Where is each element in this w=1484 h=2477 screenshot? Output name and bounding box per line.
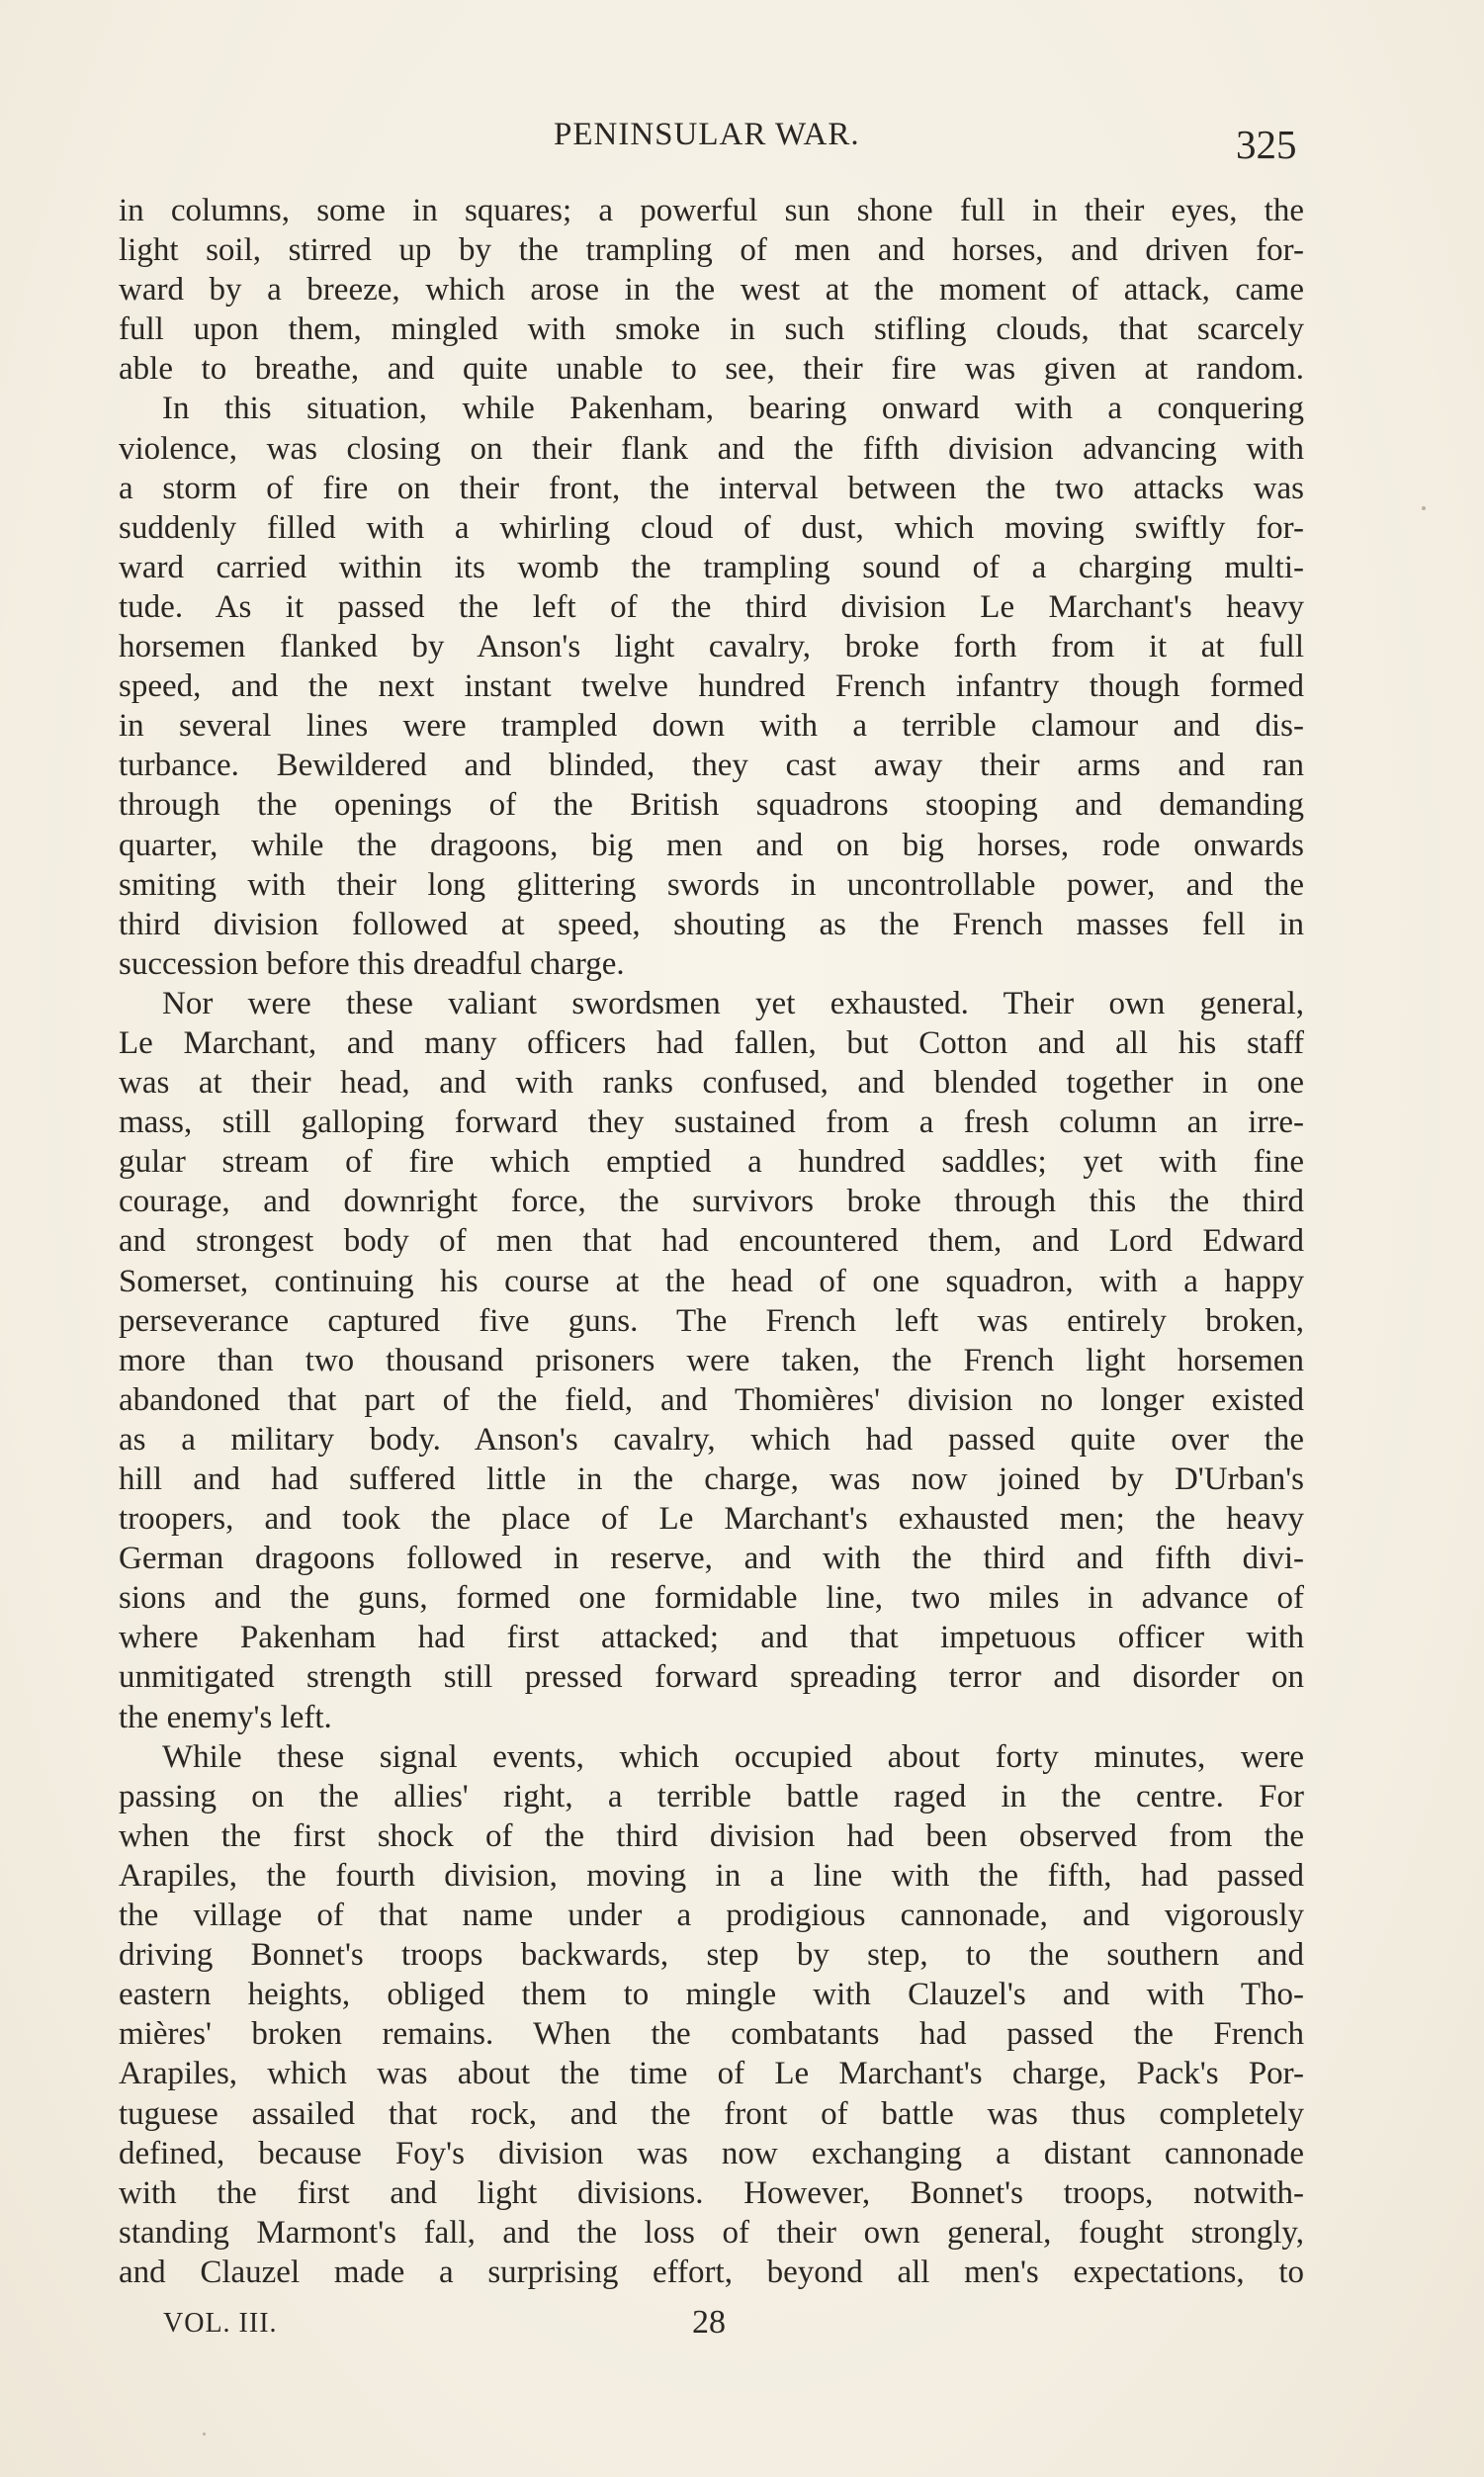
text-line: Le Marchant, and many officers had fallen, but Cotton and all his staff <box>119 1024 1304 1061</box>
text-line: tuguese assailed that rock, and the front of battle was thus completely <box>119 2095 1304 2132</box>
text-line: sions and the guns, formed one formidable line, two miles in advance of <box>119 1580 1304 1617</box>
text-line: speed, and the next instant twelve hundred French infantry though formed <box>119 668 1304 705</box>
text-line: was at their head, and with ranks confused, and blended together in one <box>119 1065 1304 1102</box>
text-line: suddenly filled with a whirling cloud of dust, which moving swiftly for- <box>119 509 1304 546</box>
running-title: PENINSULAR WAR. <box>554 117 860 152</box>
text-line: hill and had suffered little in the charge, was now joined by D'Urban's <box>119 1461 1304 1497</box>
text-line: Arapiles, which was about the time of Le Marchant's charge, Pack's Por- <box>119 2056 1304 2092</box>
text-line: Somerset, continuing his course at the head of one squadron, with a happy <box>119 1263 1304 1299</box>
paragraph-start-line: In this situation, while Pakenham, bearing onward with a conquering <box>162 391 1304 427</box>
text-line: mières' broken remains. When the combatants had passed the French <box>119 2016 1304 2053</box>
paragraph-start-line: Nor were these valiant swordsmen yet exhausted. Their own general, <box>162 985 1304 1021</box>
text-line: troopers, and took the place of Le Marchant's exhausted men; the heavy <box>119 1501 1304 1538</box>
text-line: ward carried within its womb the trampling sound of a charging multi- <box>119 549 1304 585</box>
text-line: the village of that name under a prodigious cannonade, and vigorously <box>119 1898 1304 1934</box>
text-line: smiting with their long glittering swords in uncontrollable power, and the <box>119 866 1304 903</box>
signature-mark: 28 <box>692 2304 726 2341</box>
text-line: quarter, while the dragoons, big men and on big horses, rode onwards <box>119 827 1304 863</box>
text-line: as a military body. Anson's cavalry, which had passed quite over the <box>119 1421 1304 1458</box>
text-line: ward by a breeze, which arose in the west at the moment of attack, came <box>119 272 1304 309</box>
text-line: able to breathe, and quite unable to see, their fire was given at random. <box>119 351 1304 388</box>
text-line: when the first shock of the third division had been observed from the <box>119 1817 1304 1854</box>
text-line: and Clauzel made a surprising effort, beyond all men's expectations, to <box>119 2254 1304 2290</box>
text-line: a storm of fire on their front, the interval between the two attacks was <box>119 470 1304 506</box>
text-line: abandoned that part of the field, and Thomières' division no longer existed <box>119 1381 1304 1418</box>
text-line: defined, because Foy's division was now exchanging a distant cannonade <box>119 2135 1304 2171</box>
text-line: in columns, some in squares; a powerful sun shone full in their eyes, the <box>119 193 1304 228</box>
text-line: tude. As it passed the left of the third division Le Marchant's heavy <box>119 588 1304 625</box>
text-line: third division followed at speed, shouting as the French masses fell in <box>119 906 1304 942</box>
text-line: mass, still galloping forward they sustained from a fresh column an irre- <box>119 1105 1304 1141</box>
text-line: courage, and downright force, the survivors broke through this the third <box>119 1184 1304 1220</box>
text-line: in several lines were trampled down with a terrible clamour and dis- <box>119 708 1304 745</box>
text-line: where Pakenham had first attacked; and that impetuous officer with <box>119 1620 1304 1656</box>
text-line: passing on the allies' right, a terrible battle raged in the centre. For <box>119 1778 1304 1814</box>
paragraph-start-line: While these signal events, which occupied about forty minutes, were <box>162 1738 1304 1775</box>
text-line: through the openings of the British squadrons stooping and demanding <box>119 787 1304 824</box>
text-line: gular stream of fire which emptied a hundred saddles; yet with fine <box>119 1144 1304 1181</box>
text-line: unmitigated strength still pressed forward spreading terror and disorder on <box>119 1659 1304 1696</box>
paragraph-end-line: succession before this dreadful charge. <box>119 945 625 982</box>
body-text <box>119 191 1304 2292</box>
volume-label: VOL. III. <box>163 2308 278 2339</box>
text-line: turbance. Bewildered and blinded, they cast away their arms and ran <box>119 748 1304 784</box>
text-line: eastern heights, obliged them to mingle with Clauzel's and with Tho- <box>119 1977 1304 2013</box>
text-line: horsemen flanked by Anson's light cavalry, broke forth from it at full <box>119 629 1304 665</box>
page-number: 325 <box>1236 122 1297 167</box>
text-line: with the first and light divisions. However, Bonnet's troops, notwith- <box>119 2174 1304 2211</box>
text-line: perseverance captured five guns. The French left was entirely broken, <box>119 1302 1304 1339</box>
text-line: violence, was closing on their flank and the fifth division advancing with <box>119 430 1304 467</box>
paper-speck <box>1422 506 1426 510</box>
text-line: Arapiles, the fourth division, moving in a line with the fifth, had passed <box>119 1857 1304 1894</box>
text-line: full upon them, mingled with smoke in such stifling clouds, that scarcely <box>119 311 1304 348</box>
text-line: more than two thousand prisoners were taken, the French light horsemen <box>119 1342 1304 1378</box>
text-line: German dragoons followed in reserve, and with the third and fifth divi- <box>119 1541 1304 1577</box>
text-line: standing Marmont's fall, and the loss of their own general, fought strongly, <box>119 2214 1304 2251</box>
text-line: and strongest body of men that had encountered them, and Lord Edward <box>119 1223 1304 1260</box>
paper-speck <box>203 2433 206 2435</box>
text-line: driving Bonnet's troops backwards, step by step, to the southern and <box>119 1937 1304 1974</box>
paragraph-end-line: the enemy's left. <box>119 1699 332 1735</box>
text-line: light soil, stirred up by the trampling of men and horses, and driven for- <box>119 232 1304 269</box>
